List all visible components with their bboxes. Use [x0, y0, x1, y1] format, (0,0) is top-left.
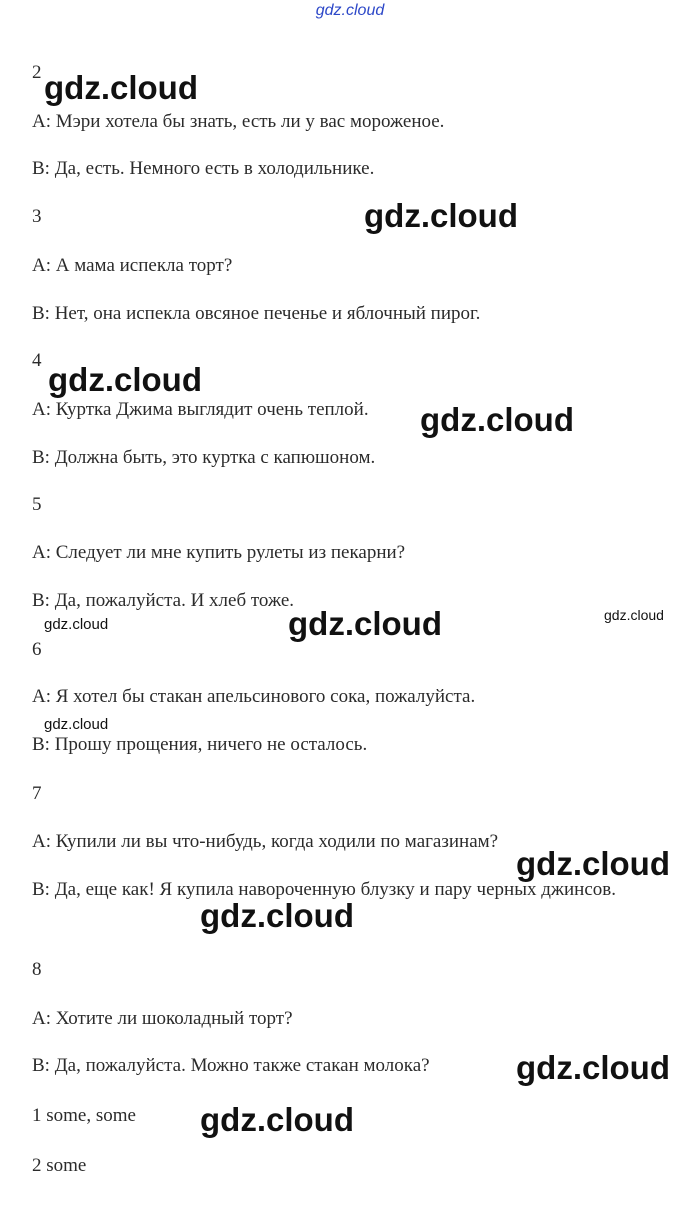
item-2-line-b: В: Да, есть. Немного есть в холодильнике. — [32, 158, 375, 179]
watermark-8: gdz.cloud — [44, 716, 109, 733]
watermark-6: gdz.cloud — [288, 605, 442, 642]
watermark-2: gdz.cloud — [364, 197, 518, 234]
item-3-line-a: А: А мама испекла торт? — [32, 255, 233, 276]
item-number-3: 3 — [32, 206, 42, 227]
watermark-4: gdz.cloud — [420, 401, 574, 438]
item-8-line-a: А: Хотите ли шоколадный торт? — [32, 1008, 293, 1029]
watermark-12: gdz.cloud — [200, 1101, 354, 1138]
watermark-9: gdz.cloud — [516, 845, 670, 882]
watermark-3: gdz.cloud — [48, 361, 202, 398]
answer-1: 1 some, some — [32, 1105, 136, 1126]
item-4-line-b: В: Должна быть, это куртка с капюшоном. — [32, 447, 376, 468]
item-6-line-b: В: Прошу прощения, ничего не осталось. — [32, 734, 368, 755]
item-4-line-a: А: Куртка Джима выглядит очень теплой. — [32, 399, 369, 420]
item-8-line-b: В: Да, пожалуйста. Можно также стакан молока? — [32, 1055, 430, 1076]
watermark-10: gdz.cloud — [200, 897, 354, 934]
watermark-7: gdz.cloud — [604, 607, 664, 623]
watermark-header[interactable]: gdz.cloud — [315, 2, 385, 19]
item-7-line-b: В: Да, еще как! Я купила навороченную блузку и пару черных джинсов. — [32, 879, 616, 900]
item-5-line-b: В: Да, пожалуйста. И хлеб тоже. — [32, 590, 295, 611]
item-5-line-a: А: Следует ли мне купить рулеты из пекарни? — [32, 542, 406, 563]
item-number-2: 2 — [32, 62, 42, 83]
item-number-5: 5 — [32, 494, 42, 515]
item-number-7: 7 — [32, 783, 42, 804]
watermark-11: gdz.cloud — [516, 1049, 670, 1086]
watermark-5: gdz.cloud — [44, 616, 109, 633]
watermark-1: gdz.cloud — [44, 69, 198, 106]
item-number-4: 4 — [32, 350, 42, 371]
answer-2: 2 some — [32, 1155, 87, 1176]
item-6-line-a: А: Я хотел бы стакан апельсинового сока, пожалуйста. — [32, 686, 476, 707]
item-7-line-a: А: Купили ли вы что-нибудь, когда ходили по магазинам? — [32, 831, 499, 852]
item-3-line-b: В: Нет, она испекла овсяное печенье и яблочный пирог. — [32, 303, 481, 324]
item-number-6: 6 — [32, 639, 42, 660]
item-number-8: 8 — [32, 959, 42, 980]
item-2-line-a: А: Мэри хотела бы знать, есть ли у вас мороженое. — [32, 111, 445, 132]
